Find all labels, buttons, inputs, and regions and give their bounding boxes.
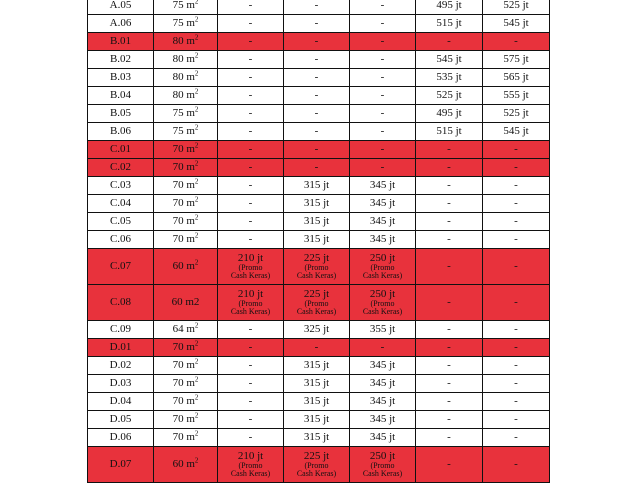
unit-code-cell: B.05	[88, 105, 154, 123]
unit-area-cell	[154, 159, 218, 177]
price-cell: -	[284, 339, 350, 357]
table-row	[88, 249, 550, 285]
table-row	[88, 447, 550, 483]
unit-area-cell	[154, 87, 218, 105]
unit-area-cell	[154, 231, 218, 249]
unit-code-cell: B.02	[88, 51, 154, 69]
promo-price: 250 jt	[369, 288, 396, 300]
price-cell: -	[218, 51, 284, 69]
area-superscript: 2	[194, 15, 199, 24]
unit-code-cell: C.07	[88, 249, 154, 285]
area-value: 70 m	[172, 142, 195, 155]
price-cell: 515 jt	[416, 15, 483, 33]
promo-price: 210 jt	[237, 288, 264, 300]
price-cell: 315 jt	[284, 177, 350, 195]
price-cell: -	[416, 339, 483, 357]
area-superscript: 2	[194, 258, 199, 267]
price-cell: -	[416, 231, 483, 249]
price-cell: 545 jt	[483, 123, 550, 141]
price-cell: -	[350, 105, 416, 123]
unit-area-cell	[154, 213, 218, 231]
unit-area-cell	[154, 15, 218, 33]
price-cell: -	[284, 87, 350, 105]
area-value: 60 m	[172, 457, 195, 470]
area-superscript: 2	[194, 51, 199, 60]
promo-price: 210 jt	[237, 450, 264, 462]
price-cell: -	[483, 375, 550, 393]
area-superscript: 2	[194, 411, 199, 420]
price-cell: -	[350, 0, 416, 15]
price-cell: -	[416, 33, 483, 51]
area-value: 75 m	[172, 124, 195, 137]
promo-note-line: Cash Keras)	[230, 307, 271, 316]
price-cell: -	[218, 393, 284, 411]
price-cell: -	[218, 159, 284, 177]
promo-note-line: (Promo	[370, 461, 395, 470]
price-cell: -	[483, 447, 550, 483]
price-cell: -	[218, 411, 284, 429]
table-row	[88, 69, 550, 87]
promo-note-line: Cash Keras)	[362, 469, 403, 478]
area-value: 75 m	[172, 16, 195, 29]
unit-area-cell	[154, 33, 218, 51]
price-cell: -	[218, 87, 284, 105]
area-value: 70 m	[172, 430, 195, 443]
price-cell: -	[350, 339, 416, 357]
area-value: 80 m	[172, 34, 195, 47]
unit-area-cell	[154, 51, 218, 69]
promo-price: 225 jt	[303, 288, 330, 300]
table-row	[88, 429, 550, 447]
price-cell: -	[284, 141, 350, 159]
unit-code-cell: D.05	[88, 411, 154, 429]
price-cell: 345 jt	[350, 231, 416, 249]
promo-price-cell	[350, 249, 416, 285]
price-cell: 545 jt	[416, 51, 483, 69]
unit-code-cell: C.09	[88, 321, 154, 339]
price-cell: -	[350, 51, 416, 69]
unit-area-cell	[154, 393, 218, 411]
price-cell: 325 jt	[284, 321, 350, 339]
price-cell: 545 jt	[483, 15, 550, 33]
unit-area-cell	[154, 285, 218, 321]
price-cell: -	[416, 249, 483, 285]
price-cell: 345 jt	[350, 195, 416, 213]
unit-area-cell	[154, 375, 218, 393]
unit-area-cell	[154, 195, 218, 213]
unit-area-cell	[154, 105, 218, 123]
unit-area-cell	[154, 411, 218, 429]
unit-area-cell	[154, 123, 218, 141]
unit-code-cell: C.02	[88, 159, 154, 177]
table-row	[88, 15, 550, 33]
price-cell: -	[416, 393, 483, 411]
promo-price-cell	[218, 285, 284, 321]
price-cell: -	[284, 105, 350, 123]
area-superscript: 2	[194, 69, 199, 78]
price-cell: -	[350, 33, 416, 51]
price-cell: 315 jt	[284, 231, 350, 249]
area-value: 60 m2	[171, 295, 200, 308]
area-value: 70 m	[172, 232, 195, 245]
price-cell: 345 jt	[350, 213, 416, 231]
price-cell: -	[416, 411, 483, 429]
table-row	[88, 213, 550, 231]
price-cell: -	[218, 213, 284, 231]
price-cell: 345 jt	[350, 375, 416, 393]
table-row	[88, 87, 550, 105]
price-cell: -	[350, 123, 416, 141]
area-value: 75 m	[172, 0, 195, 11]
price-cell: -	[416, 375, 483, 393]
price-cell: -	[416, 285, 483, 321]
price-cell: 525 jt	[483, 0, 550, 15]
price-cell: -	[416, 429, 483, 447]
price-cell: -	[483, 321, 550, 339]
price-cell: -	[218, 105, 284, 123]
table-row	[88, 411, 550, 429]
promo-note-line: (Promo	[370, 299, 395, 308]
table-row	[88, 357, 550, 375]
promo-note-line: Cash Keras)	[362, 307, 403, 316]
price-cell: -	[218, 375, 284, 393]
promo-note-line: Cash Keras)	[230, 271, 271, 280]
price-cell: 315 jt	[284, 411, 350, 429]
promo-price-cell	[284, 249, 350, 285]
price-cell: -	[218, 357, 284, 375]
price-cell: -	[350, 69, 416, 87]
price-cell: -	[483, 393, 550, 411]
unit-code-cell: C.04	[88, 195, 154, 213]
promo-price: 210 jt	[237, 252, 264, 264]
promo-price-cell	[350, 447, 416, 483]
unit-area-cell	[154, 249, 218, 285]
promo-note-line: Cash Keras)	[362, 271, 403, 280]
promo-price-cell	[218, 249, 284, 285]
price-cell: -	[483, 159, 550, 177]
unit-code-cell: B.01	[88, 33, 154, 51]
price-cell: -	[218, 321, 284, 339]
promo-note-line: (Promo	[370, 263, 395, 272]
area-value: 80 m	[172, 88, 195, 101]
price-cell: 315 jt	[284, 357, 350, 375]
promo-price-cell	[218, 447, 284, 483]
promo-note-line: (Promo	[304, 461, 329, 470]
price-cell: 315 jt	[284, 195, 350, 213]
table-row	[88, 159, 550, 177]
promo-note-line: (Promo	[304, 299, 329, 308]
unit-area-cell	[154, 69, 218, 87]
price-cell: 535 jt	[416, 69, 483, 87]
table-row	[88, 339, 550, 357]
area-value: 80 m	[172, 52, 195, 65]
price-cell: -	[416, 177, 483, 195]
promo-note-line: (Promo	[304, 263, 329, 272]
price-cell: 515 jt	[416, 123, 483, 141]
promo-note-line: (Promo	[238, 299, 263, 308]
table-row	[88, 51, 550, 69]
area-superscript: 2	[194, 357, 199, 366]
promo-price: 225 jt	[303, 252, 330, 264]
price-cell: -	[218, 0, 284, 15]
price-cell: -	[483, 429, 550, 447]
price-cell: -	[284, 51, 350, 69]
area-superscript: 2	[194, 105, 199, 114]
price-cell: -	[284, 123, 350, 141]
price-cell: 315 jt	[284, 375, 350, 393]
table-row	[88, 141, 550, 159]
table-row	[88, 105, 550, 123]
price-cell: -	[416, 321, 483, 339]
price-cell: 495 jt	[416, 105, 483, 123]
price-cell: -	[483, 231, 550, 249]
price-cell: -	[218, 339, 284, 357]
table-row	[88, 33, 550, 51]
price-cell: -	[350, 159, 416, 177]
area-superscript: 2	[194, 393, 199, 402]
table-row	[88, 0, 550, 15]
price-cell: 345 jt	[350, 411, 416, 429]
price-cell: -	[218, 141, 284, 159]
area-superscript: 2	[194, 141, 199, 150]
table-row	[88, 231, 550, 249]
table-row	[88, 195, 550, 213]
unit-code-cell: D.02	[88, 357, 154, 375]
price-cell: -	[284, 69, 350, 87]
promo-note-line: Cash Keras)	[230, 469, 271, 478]
area-superscript: 2	[194, 339, 199, 348]
area-value: 70 m	[172, 394, 195, 407]
area-value: 70 m	[172, 340, 195, 353]
area-superscript: 2	[194, 375, 199, 384]
area-superscript: 2	[194, 321, 199, 330]
area-value: 70 m	[172, 214, 195, 227]
price-cell: 345 jt	[350, 429, 416, 447]
area-value: 80 m	[172, 70, 195, 83]
area-superscript: 2	[194, 195, 199, 204]
table-row	[88, 393, 550, 411]
area-superscript: 2	[194, 159, 199, 168]
unit-code-cell: B.06	[88, 123, 154, 141]
unit-area-cell	[154, 141, 218, 159]
table-row	[88, 321, 550, 339]
promo-price-cell	[284, 285, 350, 321]
price-cell: -	[218, 15, 284, 33]
unit-code-cell: D.04	[88, 393, 154, 411]
unit-area-cell	[154, 429, 218, 447]
area-superscript: 2	[194, 213, 199, 222]
price-cell: 315 jt	[284, 393, 350, 411]
price-cell: -	[218, 177, 284, 195]
price-cell: -	[284, 0, 350, 15]
price-cell: 555 jt	[483, 87, 550, 105]
promo-note-line: Cash Keras)	[296, 271, 337, 280]
unit-code-cell: C.06	[88, 231, 154, 249]
price-cell: -	[218, 123, 284, 141]
area-superscript: 2	[194, 123, 199, 132]
promo-price: 225 jt	[303, 450, 330, 462]
price-cell: -	[284, 159, 350, 177]
table-row	[88, 375, 550, 393]
unit-code-cell: A.05	[88, 0, 154, 15]
price-cell: -	[483, 177, 550, 195]
unit-area-cell	[154, 339, 218, 357]
area-value: 70 m	[172, 358, 195, 371]
price-cell: -	[218, 69, 284, 87]
area-value: 75 m	[172, 106, 195, 119]
price-cell: -	[483, 213, 550, 231]
unit-area-cell	[154, 0, 218, 15]
unit-code-cell: C.01	[88, 141, 154, 159]
unit-area-cell	[154, 357, 218, 375]
price-cell: -	[483, 195, 550, 213]
area-value: 70 m	[172, 196, 195, 209]
price-cell: 315 jt	[284, 429, 350, 447]
area-superscript: 2	[194, 429, 199, 438]
unit-code-cell: B.04	[88, 87, 154, 105]
area-value: 70 m	[172, 178, 195, 191]
area-superscript: 2	[194, 0, 199, 6]
price-cell: 355 jt	[350, 321, 416, 339]
area-superscript: 2	[194, 33, 199, 42]
table-row	[88, 285, 550, 321]
price-cell: 345 jt	[350, 393, 416, 411]
unit-code-cell: B.03	[88, 69, 154, 87]
area-superscript: 2	[194, 177, 199, 186]
promo-note-line: (Promo	[238, 461, 263, 470]
promo-note-line: Cash Keras)	[296, 469, 337, 478]
unit-code-cell: A.06	[88, 15, 154, 33]
price-cell: 315 jt	[284, 213, 350, 231]
price-cell: 495 jt	[416, 0, 483, 15]
area-value: 60 m	[172, 259, 195, 272]
promo-note-line: (Promo	[238, 263, 263, 272]
price-cell: -	[284, 15, 350, 33]
unit-code-cell: D.06	[88, 429, 154, 447]
price-cell: -	[284, 33, 350, 51]
price-cell: -	[483, 33, 550, 51]
price-cell: -	[218, 231, 284, 249]
area-value: 70 m	[172, 412, 195, 425]
unit-price-table	[87, 0, 550, 483]
price-cell: -	[218, 33, 284, 51]
table-row	[88, 123, 550, 141]
unit-area-cell	[154, 321, 218, 339]
area-value: 64 m	[172, 322, 195, 335]
price-cell: -	[218, 429, 284, 447]
price-cell: -	[483, 339, 550, 357]
price-cell: 345 jt	[350, 357, 416, 375]
promo-price: 250 jt	[369, 252, 396, 264]
area-superscript: 2	[194, 87, 199, 96]
price-cell: 575 jt	[483, 51, 550, 69]
unit-code-cell: C.05	[88, 213, 154, 231]
price-cell: -	[350, 15, 416, 33]
promo-price-cell	[350, 285, 416, 321]
price-cell: -	[483, 249, 550, 285]
promo-price-cell	[284, 447, 350, 483]
price-cell: -	[483, 285, 550, 321]
price-cell: -	[483, 411, 550, 429]
price-list-sheet	[87, 0, 549, 483]
unit-code-cell: C.03	[88, 177, 154, 195]
price-cell: -	[416, 195, 483, 213]
price-cell: 525 jt	[416, 87, 483, 105]
price-cell: -	[416, 357, 483, 375]
unit-area-cell	[154, 177, 218, 195]
unit-code-cell: D.07	[88, 447, 154, 483]
price-cell: -	[416, 141, 483, 159]
area-value: 70 m	[172, 160, 195, 173]
price-cell: 345 jt	[350, 177, 416, 195]
table-row	[88, 177, 550, 195]
price-cell: 565 jt	[483, 69, 550, 87]
unit-area-cell	[154, 447, 218, 483]
price-cell: 525 jt	[483, 105, 550, 123]
price-cell: -	[350, 87, 416, 105]
price-cell: -	[416, 159, 483, 177]
price-cell: -	[218, 195, 284, 213]
area-superscript: 2	[194, 456, 199, 465]
area-value: 70 m	[172, 376, 195, 389]
unit-code-cell: D.03	[88, 375, 154, 393]
unit-code-cell: C.08	[88, 285, 154, 321]
price-cell: -	[350, 141, 416, 159]
price-cell: -	[416, 447, 483, 483]
unit-code-cell: D.01	[88, 339, 154, 357]
price-cell: -	[416, 213, 483, 231]
promo-price: 250 jt	[369, 450, 396, 462]
price-cell: -	[483, 141, 550, 159]
promo-note-line: Cash Keras)	[296, 307, 337, 316]
price-cell: -	[483, 357, 550, 375]
area-superscript: 2	[194, 231, 199, 240]
